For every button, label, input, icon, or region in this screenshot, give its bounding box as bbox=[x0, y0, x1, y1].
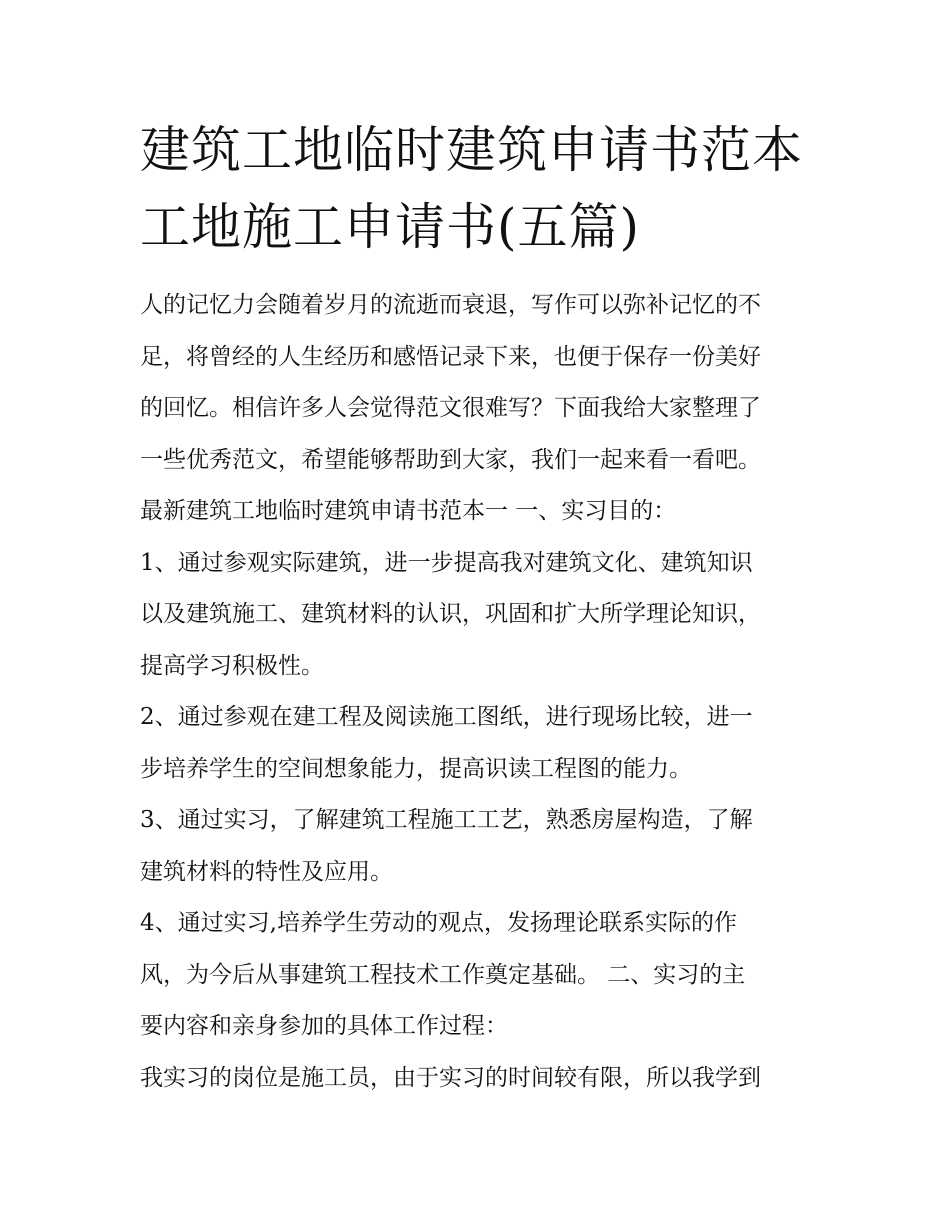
body-line: 2、通过参观在建工程及阅读施工图纸，进行现场比较，进一 bbox=[140, 704, 753, 730]
document-title bbox=[140, 112, 830, 266]
body-line: 要内容和亲身参加的具体工作过程： bbox=[140, 1013, 508, 1039]
body-line: 我实习的岗位是施工员，由于实习的时间较有限，所以我学到 bbox=[140, 1064, 761, 1091]
body-line: 提高学习积极性。 bbox=[140, 652, 324, 679]
body-line: 步培养学生的空间想象能力，提高识读工程图的能力。 bbox=[140, 755, 692, 782]
body-line: 建筑材料的特性及应用。 bbox=[140, 858, 393, 885]
body-line: 的回忆。相信许多人会觉得范文很难写？下面我给大家整理了 bbox=[140, 395, 761, 421]
body-line: 4、通过实习,培养学生劳动的观点，发扬理论联系实际的作 bbox=[140, 910, 737, 936]
title-line: 建筑工地临时建筑申请书范本 bbox=[140, 121, 803, 179]
body-line: 一些优秀范文，希望能够帮助到大家，我们一起来看一看吧。 bbox=[140, 446, 761, 473]
title-line: 工地施工申请书(五篇) bbox=[140, 198, 641, 256]
body-line: 3、通过实习，了解建筑工程施工工艺，熟悉房屋构造，了解 bbox=[140, 807, 753, 833]
body-line: 足，将曾经的人生经历和感悟记录下来，也便于保存一份美好 bbox=[140, 343, 761, 370]
document-body bbox=[140, 280, 820, 1104]
body-line: 风，为今后从事建筑工程技术工作奠定基础。 二、实习的主 bbox=[140, 961, 746, 988]
body-line: 最新建筑工地临时建筑申请书范本一 一、实习目的： bbox=[140, 498, 677, 524]
body-line: 以及建筑施工、建筑材料的认识，巩固和扩大所学理论知识， bbox=[140, 601, 761, 627]
body-line: 人的记忆力会随着岁月的流逝而衰退，写作可以弥补记忆的不 bbox=[140, 292, 761, 318]
body-line: 1、通过参观实际建筑，进一步提高我对建筑文化、建筑知识 bbox=[140, 549, 753, 576]
